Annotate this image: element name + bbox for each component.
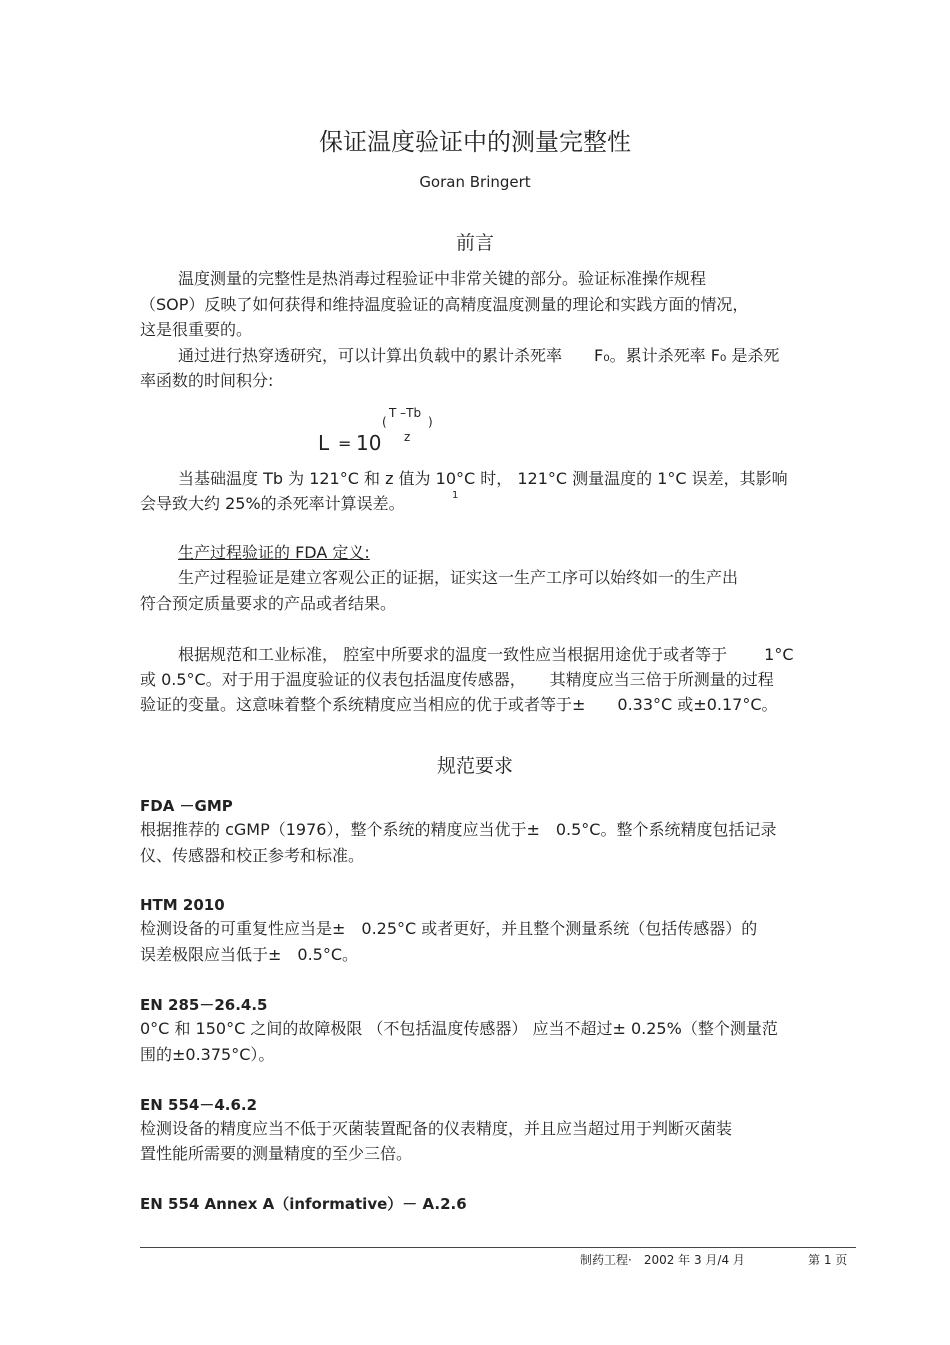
paragraph-line: 检测设备的精度应当不低于灭菌装置配备的仪表精度，并且应当超过用于判断灭菌装 [140, 1119, 733, 1138]
paragraph-line: 误差极限应当低于± 0.5°C。 [140, 945, 359, 964]
paragraph-line: 置性能所需要的测量精度的至少三倍。 [140, 1144, 413, 1163]
formula-base: 10 [356, 431, 382, 455]
preface-heading: 前言 [455, 232, 494, 254]
formula-exp-numerator: T –Tb [389, 406, 422, 420]
paragraph-line: 这是很重要的。 [140, 320, 253, 339]
paragraph-line: 检测设备的可重复性应当是± 0.25°C 或者更好，并且整个测量系统（包括传感器）的 [140, 919, 758, 938]
requirement-label: EN 554 Annex A（informative）－ A.2.6 [140, 1195, 467, 1213]
paragraph-line: 当基础温度 Tb 为 121°C 和 z 值为 10°C 时， 121°C 测量温度的 1°C 误差，其影响 [178, 469, 788, 488]
formula-lhs: L [318, 431, 330, 455]
footnote-marker: 1 [452, 490, 459, 501]
paragraph-line: （SOP）反映了如何获得和维持温度验证的高精度温度测量的理论和实践方面的情况， [140, 295, 749, 314]
formula-equals: = [338, 434, 352, 453]
paragraph-line: 根据推荐的 cGMP（1976），整个系统的精度应当优于± 0.5°C。整个系统精度包括记录 [140, 820, 777, 839]
paragraph-line: 符合预定质量要求的产品或者结果。 [140, 594, 397, 613]
footer-divider [140, 1247, 856, 1248]
paragraph-line: 验证的变量。这意味着整个系统精度应当相应的优于或者等于± 0.33°C 或±0.17°C。 [140, 695, 778, 714]
requirement-label: EN 554－4.6.2 [140, 1096, 258, 1114]
paragraph-line: 0°C 和 150°C 之间的故障极限 （不包括温度传感器） 应当不超过± 0.25%（整个测量范 [140, 1019, 778, 1038]
requirement-label: EN 285－26.4.5 [140, 996, 268, 1014]
formula-exp-denominator: z [404, 430, 411, 444]
paragraph-line: 通过进行热穿透研究，可以计算出负载中的累计杀死率 F₀。累计杀死率 F₀ 是杀死 [178, 346, 780, 365]
paragraph-line: 根据规范和工业标准， 腔室中所要求的温度一致性应当根据用途优于或者等于 1°C [178, 645, 794, 664]
paragraph-line: 率函数的时间积分: [140, 371, 274, 390]
paragraph-line: 仪、传感器和校正参考和标准。 [140, 846, 365, 865]
formula-exp-open: ( [382, 415, 387, 429]
paragraph-line: 或 0.5°C。对于用于温度验证的仪表包括温度传感器， 其精度应当三倍于所测量的过程 [140, 670, 774, 689]
paragraph-line: 温度测量的完整性是热消毒过程验证中非常关键的部分。验证标准操作规程 [178, 269, 707, 288]
footer-journal: 制药工程· 2002 年 3 月/4 月 [580, 1253, 745, 1267]
requirements-heading: 规范要求 [436, 755, 513, 777]
author-name: Goran Bringert [419, 173, 531, 191]
footer-page-number: 第 1 页 [808, 1253, 848, 1267]
formula-exp-close: ) [428, 415, 433, 429]
paragraph-line: 会导致大约 25%的杀死率计算误差。 [140, 494, 405, 513]
requirement-label: HTM 2010 [140, 896, 225, 914]
page-title: 保证温度验证中的测量完整性 [319, 128, 631, 156]
paragraph-line: 围的±0.375°C）。 [140, 1045, 275, 1064]
fda-definition-label: 生产过程验证的 FDA 定义: [178, 543, 370, 562]
requirement-label: FDA －GMP [140, 797, 233, 815]
paragraph-line: 生产过程验证是建立客观公正的证据，证实这一生产工序可以始终如一的生产出 [178, 568, 739, 587]
